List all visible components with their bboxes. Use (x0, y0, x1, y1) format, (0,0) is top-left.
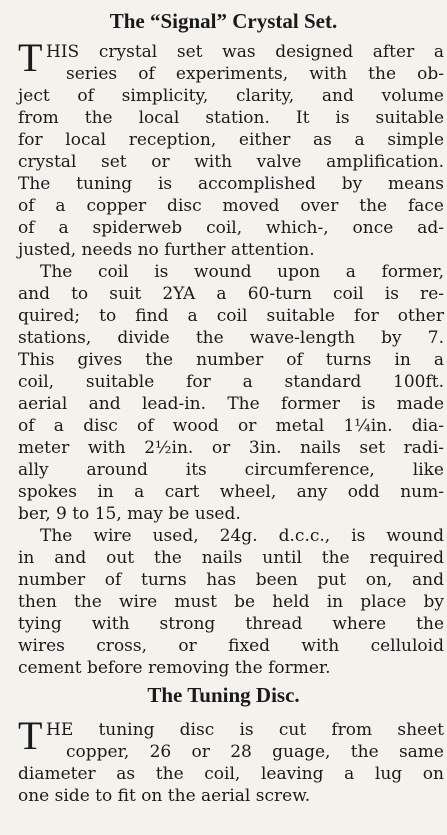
body-line: number of turns has been put on, and (18, 570, 444, 590)
body-line: of a copper disc moved over the face (18, 196, 444, 216)
body-line: diameter as the coil, leaving a lug on (18, 764, 444, 784)
body-line: and to suit 2YA a 60-turn coil is re- (18, 284, 444, 304)
body-line: quired; to find a coil suitable for other (18, 306, 444, 326)
article-title: The “Signal” Crystal Set. (109, 9, 338, 33)
body-line: aerial and lead-in. The former is made (18, 394, 444, 414)
body-line: The wire used, 24g. d.c.c., is wound (40, 526, 444, 546)
body-line: coil, suitable for a standard 100ft. (18, 372, 444, 392)
body-line: in and out the nails until the required (18, 548, 444, 568)
body-line: ber, 9 to 15, may be used. (18, 504, 241, 524)
body-line: crystal set or with valve amplification. (18, 152, 444, 172)
body-line: one side to fit on the aerial screw. (18, 786, 311, 806)
drop-cap: T (18, 35, 43, 80)
body-line: from the local station. It is suitable (18, 108, 444, 128)
body-line: meter with 2½in. or 3in. nails set radi- (18, 438, 444, 458)
drop-cap: T (18, 713, 43, 758)
body-line: ally around its circumference, like (18, 460, 444, 480)
body-line: The coil is wound upon a former, (40, 262, 444, 282)
body-line: HE tuning disc is cut from sheet (46, 720, 444, 740)
body-line: for local reception, either as a simple (18, 130, 444, 150)
body-line: wires cross, or fixed with celluloid (18, 636, 444, 656)
section-subtitle: The Tuning Disc. (147, 683, 300, 707)
body-line: copper, 26 or 28 guage, the same (66, 742, 444, 762)
body-line: cement before removing the former. (18, 658, 331, 678)
body-line: of a spiderweb coil, which-, once ad- (18, 218, 444, 238)
body-line: spokes in a cart wheel, any odd num- (18, 482, 444, 502)
body-line: series of experiments, with the ob- (66, 64, 444, 84)
body-line: tying with strong thread where the (18, 614, 444, 634)
body-line: HIS crystal set was designed after a (46, 42, 444, 62)
body-line: of a disc of wood or metal 1¼in. dia- (18, 416, 444, 436)
body-line: justed, needs no further attention. (18, 240, 315, 260)
body-line: stations, divide the wave-length by 7. (18, 328, 444, 348)
body-line: then the wire must be held in place by (18, 592, 444, 612)
body-line: The tuning is accomplished by means (18, 174, 444, 194)
body-line: ject of simplicity, clarity, and volume (18, 86, 444, 106)
body-line: This gives the number of turns in a (18, 350, 444, 370)
